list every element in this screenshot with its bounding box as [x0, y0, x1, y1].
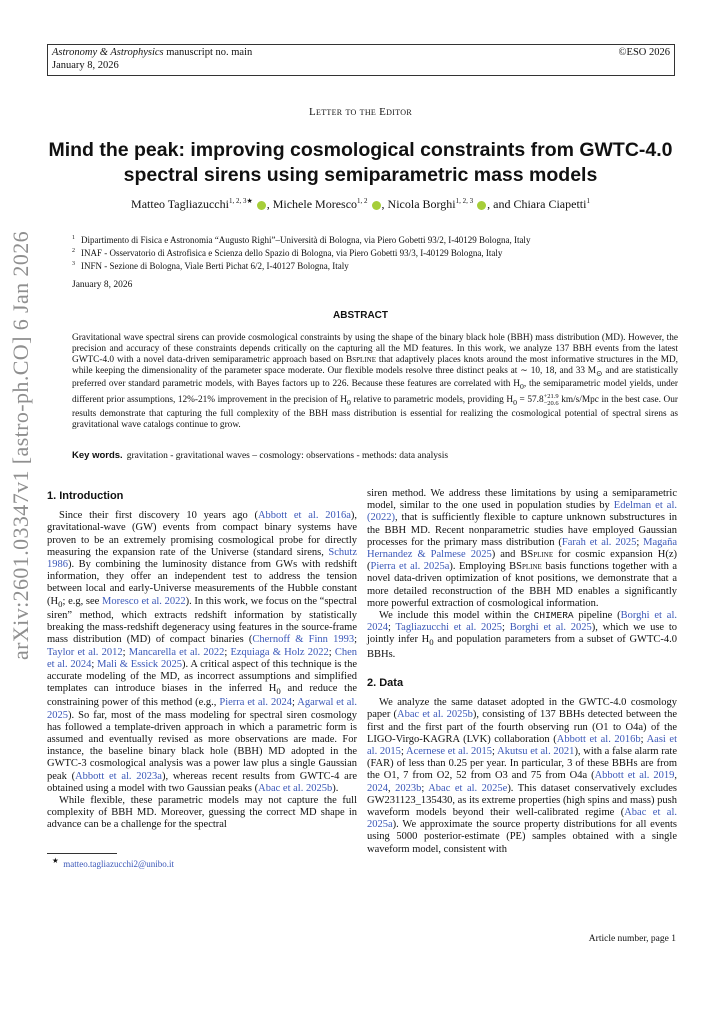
author-affil-sup: 1, 2, 3★ — [228, 197, 253, 205]
citation-link[interactable]: Abbott et al. 2016a — [257, 510, 351, 522]
abstract-text: km/s/Mpc in the best case. Our results demonstrate that capturing the full complexity of the BBH mass distribution is essential for realizing the cosmological potential of spectral sirens as gravitational wave catalogs continue to grow. — [72, 395, 679, 431]
citation-link[interactable]: Schutz 1986 — [47, 546, 357, 571]
affiliation-text: INAF - Osservatorio di Astrofisica e Scienza dello Spazio di Bologna, via Piero Gobetti 93/3, I-40129 Bologna, Italy — [81, 248, 503, 258]
affiliations — [72, 233, 672, 272]
abstract-bspline: Bspline — [346, 354, 376, 365]
h0-upper-error: +21.9 — [543, 393, 559, 401]
abstract-heading: ABSTRACT — [333, 310, 388, 321]
citation-link[interactable]: Borghi et al. 2025 — [509, 622, 592, 634]
affiliation-number: 2 — [72, 248, 75, 254]
affiliation-item — [72, 233, 672, 246]
affiliation-item — [72, 246, 672, 259]
section-heading-data: 2. Data — [367, 676, 404, 689]
citation-link[interactable]: Abac et al. 2025b — [258, 782, 333, 794]
header-date: January 8, 2026 — [52, 60, 119, 71]
citation-link[interactable]: 2023b — [395, 782, 422, 794]
affiliation-number: 3 — [72, 261, 75, 267]
intro-paragraph: Since their first discovery 10 years ago (Abbott et al. 2016a), gravitational-wave (GW) events from compact binary systems have proven to be an extremely promising cosmological probe for directly measuring the expansion rate of the Universe (standard sirens, Schutz 1986). By combining the luminosity distance from GWs with redshift information, they offer an independent test to address the tension between local and early-Universe measurements of the Hubble constant ($H_0$; e.g, see Moresco et al. 2022). In this work, we focus on the “spectral siren” method, which extracts redshift information by statistically breaking the mass-redshift degeneracy using features in the source-frame mass distribution (MD) of compact binaries (Chernoff & Finn 1993; Taylor et al. 2012; Mancarella et al. 2022; Ezquiaga & Holz 2022; Chen et al. 2024; Mali & Essick 2025). A critical aspect of this technique is the accurate modeling of the MD, as incorrect assumptions and simplified templates can introduce biases in the inferred $H_0$ and reduce the constraining power of this method (e.g., Pierra et al. 2024; Agarwal et al. 2025). So far, most of the mass modeling for spectral siren cosmology has followed a template-driven approach in which a parametric form is assumed and eventually revised as more observations are made. For instance, the baseline binary black hole (BBH) MD adopted in the GWTC-3 cosmological analysis was a power law plus a single Gaussian peak (Abbott et al. 2023a), whereas recent results from GWTC-4 are obtained using a model with two Gaussian peaks (Abac et al. 2025b). — [47, 510, 358, 794]
citation-link[interactable]: Aasi et al. 2015 — [367, 733, 677, 757]
orcid-icon[interactable] — [477, 201, 486, 210]
abstract-text: = 57.8 — [516, 395, 544, 406]
footnote-rule — [47, 853, 117, 854]
footnote — [52, 856, 174, 869]
affiliation-text: Dipartimento di Fisica e Astronomia “Augusto Righi”–Università di Bologna, via Piero Gobetti 93/2, I-40129 Bologna, Italy — [81, 235, 531, 245]
citation-link[interactable]: Ezquiaga & Holz 2022 — [230, 646, 329, 658]
citation-link[interactable]: Akutsu et al. 2021 — [497, 745, 575, 757]
citation-link[interactable]: Tagliazucchi et al. 2025 — [395, 622, 503, 634]
page-footer: Article number, page 1 — [588, 934, 676, 944]
citation-link[interactable]: Farah et al. 2025 — [561, 536, 637, 548]
author-name: Chiara Ciapetti — [513, 197, 587, 211]
data-paragraph: We analyze the same dataset adopted in the GWTC-4.0 cosmology paper (Abac et al. 2025b), consisting of 137 BBHs detected between the first and the first part of the fourth observing run (O1 to O4a) of the LIGO-Virgo-KAGRA (LVK) collaboration (Abbott et al. 2016b; Aasi et al. 2015; Acernese et al. 2015; Akutsu et al. 2021), with a false alarm rate (FAR) of less than 0.25 per year. In particular, 3 of these BBHs are from the O1, 7 from O2, 52 from O3 and 75 from O4a (Abbott et al. 2019, 2024, 2023b; Abac et al. 2025e). This dataset conservatively excludes GW231123_135430, as its extreme properties (high spins and mass) push waveform models beyond their well-calibrated regime (Abac et al. 2025a). We approximate the source property distributions for all events using 5000 posterior-estimate (PE) samples obtained with a single waveform model, consistent with — [367, 697, 678, 855]
pipeline-name: CHIMERA — [533, 610, 574, 622]
citation-link[interactable]: Agarwal et al. 2025 — [47, 697, 358, 721]
manuscript-label: manuscript no. main — [166, 47, 253, 58]
orcid-icon[interactable] — [372, 201, 381, 210]
abstract-text: relative to parametric models, providing H — [350, 395, 514, 406]
h0-lower-error: −20.6 — [543, 400, 559, 408]
citation-link[interactable]: Pierra et al. 2025a — [370, 561, 450, 573]
author-affil-sup: 1 — [586, 197, 590, 205]
citation-link[interactable]: Mancarella et al. 2022 — [128, 646, 225, 658]
journal-name: Astronomy & Astrophysics — [52, 47, 164, 58]
author-affil-sup: 1, 2, 3 — [455, 197, 474, 205]
abstract-text: and are statistically preferred over standard parametric models, with Bayes factors up to 226. Because these features are correlated with H — [72, 365, 678, 390]
abstract-text: that adaptively places knots around the most informative structures in the MD, while keeping the dimensionality of the parameter space moderate. Our flexible models resolve three distinct peaks at ∼ 10, 18, and 33 M — [72, 354, 678, 376]
arxiv-stamp[interactable]: arXiv:2601.03347v1 [astro-ph.CO] 6 Jan 2026 — [8, 230, 33, 660]
left-column — [47, 488, 357, 832]
journal-header — [47, 44, 675, 76]
author-name: Matteo Tagliazucchi — [131, 197, 229, 211]
citation-link[interactable]: Magaña Hernandez & Palmese 2025 — [367, 536, 677, 561]
intro-paragraph-continued: siren method. We address these limitations by using a semiparametric model, similar to the one used in population studies by Edelman et al. (2022), that is sufficiently flexible to capture unknown substructures in the BBH MD. Recent nonparametric studies have employed Gaussian processes for the primary mass distribution (Farah et al. 2025; Magaña Hernandez & Palmese 2025) and BSpline for cosmic expansion H(z) (Pierra et al. 2025a). Employing BSpline basis functions together with a novel data-driven optimization of knot positions, we demonstrate that a more detailed reconstruction of the BBH MD enables a significantly more powerful extraction of cosmological information. — [367, 488, 678, 609]
citation-link[interactable]: Moresco et al. 2022 — [102, 595, 186, 607]
keywords — [72, 450, 678, 461]
email-link[interactable]: matteo.tagliazucchi2@unibo.it — [63, 859, 174, 869]
author-list: Matteo Tagliazucchi$^{1, 2, 3★}$ , Michele Moresco$^{1, 2}$ , Nicola Borghi$^{1, 2, 3}$ , and Chiara Ciapetti$^1$ — [131, 197, 590, 211]
section-heading-introduction: 1. Introduction — [47, 490, 124, 502]
author-name: Nicola Borghi — [387, 197, 456, 211]
right-column — [367, 488, 677, 856]
citation-link[interactable]: Acernese et al. 2015 — [406, 745, 493, 757]
citation-link[interactable]: Chen et al. 2024 — [47, 646, 358, 670]
footnote-mark: ★ — [52, 856, 59, 865]
citation-link[interactable]: Abac et al. 2025b — [397, 709, 473, 721]
affiliation-item — [72, 259, 672, 272]
received-date: January 8, 2026 — [72, 280, 133, 290]
citation-link[interactable]: Abbott et al. 2019 — [594, 770, 675, 782]
abstract-body: Gravitational wave spectral sirens can provide cosmological constraints by using the shape of the binary black hole (BBH) mass distribution (MD). However, the precision and accuracy of these constraints depends critically on the capturing all the MD features. In this work, we analyze 137 BBH events from the latest GWTC-4.0 with a novel data-driven semiparametric approach based on Bspline that adaptively places knots around the most informative structures in the MD, while keeping the dimensionality of the parameter space moderate. Our flexible models resolve three distinct peaks at ∼ 10, 18, and 33 $M_⊙$ and are statistically preferred over standard parametric models, with Bayes factors up to 226. Because these features are correlated with $H_0$, the semiparametric model yields, under different prior assumptions, 12%-21% improvement in the precision of $H_0$ relative to parametric models, providing $H_0 = 57.8$ +21.9 −20.6 km/s/Mpc in the best case. Our results demonstrate that capturing the full complexity of the BBH mass distribution is essential for realizing the cosmological potential of spectral sirens as gravitational wave catalogs continue to grow. — [72, 333, 679, 431]
citation-link[interactable]: Taylor et al. 2012 — [47, 646, 123, 658]
citation-link[interactable]: Mali & Essick 2025 — [97, 658, 182, 670]
keywords-label: Key words. — [72, 450, 123, 461]
authors-and: , and — [487, 197, 514, 211]
citation-link[interactable]: Abac et al. 2025a — [367, 806, 677, 831]
orcid-icon[interactable] — [257, 201, 266, 210]
copyright: ©ESO 2026 — [618, 47, 670, 58]
abstract-text: Gravitational wave spectral sirens can provide cosmological constraints by using the shape of the binary black hole (BBH) mass distribution (MD). However, the precision and accuracy of these constraints depends critically on the capturing all the MD features. In this work, we analyze 137 BBH events from the latest GWTC-4.0 with a novel data-driven semiparametric approach based on — [72, 333, 678, 365]
citation-link[interactable]: 2024 — [367, 782, 388, 794]
affiliation-text: INFN - Sezione di Bologna, Viale Berti Pichat 6/2, I-40127 Bologna, Italy — [81, 261, 349, 271]
intro-paragraph: We include this model within the CHIMERA pipeline (Borghi et al. 2024; Tagliazucchi et al. 2025; Borghi et al. 2025), which we use to jointly infer $H_0$ and population parameters from a subset of GWTC-4.0 BBHs. — [367, 610, 678, 660]
author-affil-sup: 1, 2 — [357, 197, 368, 205]
intro-paragraph: While flexible, these parametric models may not capture the full complexity of BBH MD. Moreover, guessing the correct MD shape in advance can be a challenge for the spectral — [47, 795, 357, 831]
citation-link[interactable]: Abbott et al. 2016b — [556, 733, 641, 745]
citation-link[interactable]: Abbott et al. 2023a — [75, 770, 162, 782]
letter-type: Letter to the Editor — [309, 106, 412, 118]
paper-title: Mind the peak: improving cosmological constraints from GWTC-4.0 spectral sirens using semiparametric mass models — [48, 139, 673, 186]
citation-link[interactable]: Pierra et al. 2024 — [219, 697, 292, 709]
abstract-text: , the semiparametric model yields, under different prior assumptions, 12%-21% improvement in the precision of H — [72, 379, 678, 406]
keywords-text: gravitation - gravitational waves – cosmology: observations - methods: data analysis — [126, 451, 449, 461]
citation-link[interactable]: Abac et al. 2025e — [428, 782, 508, 794]
citation-link[interactable]: Chernoff & Finn 1993 — [252, 634, 355, 646]
citation-link[interactable]: Borghi et al. 2024 — [367, 610, 678, 634]
citation-link[interactable]: Edelman et al. (2022) — [367, 500, 677, 524]
author-name: Michele Moresco — [272, 197, 358, 211]
affiliation-number: 1 — [72, 235, 75, 241]
